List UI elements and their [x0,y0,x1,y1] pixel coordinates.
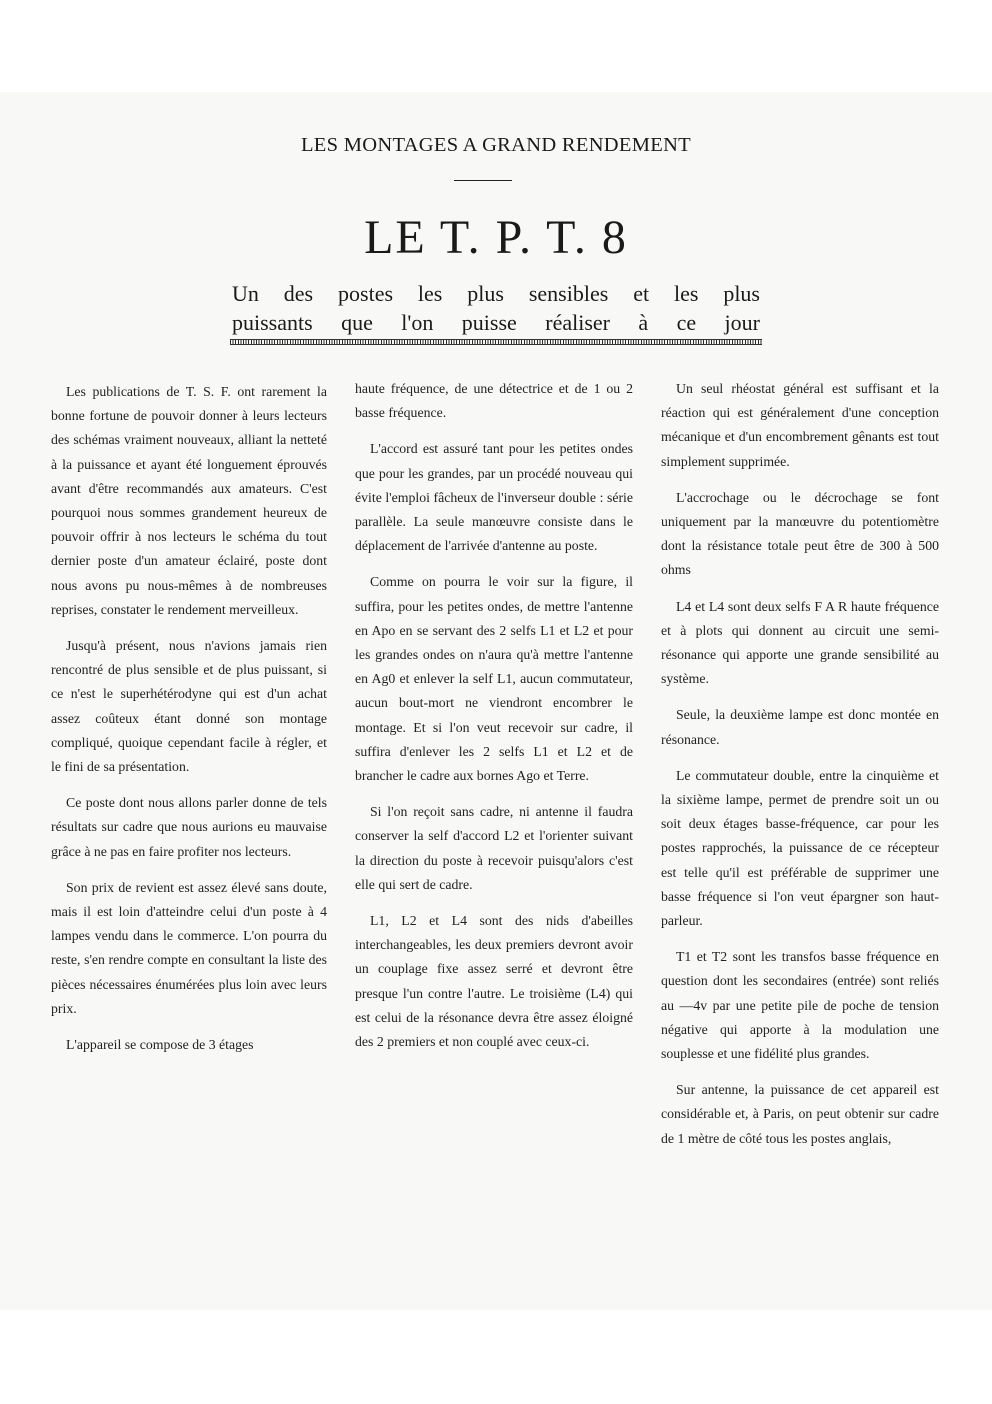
paragraph: L4 et L4 sont deux selfs F A R haute fréquence et à plots qui donnent au circuit une semi-résonance qui apporte une grande sensibilité au système. [661,598,939,687]
paragraph: Un seul rhéostat général est suffisant et la réaction qui est généralement d'une conception mécanique et d'un encombrement gênants est tout simplement supprimée. [661,381,939,469]
text-column-1 [51,380,327,1069]
paragraph: L1, L2 et L4 sont des nids d'abeilles interchangeables, les deux premiers devront avoir un couplage fixe assez serré et devront être presque l'un contre l'autre. Le troisième (L4) qui est celui de la résonance devra être assez éloigné des 2 premiers et non couplé avec ceux-ci. [355,913,633,1050]
subtitle-line-1: Un des postes les plus sensibles et les plus [232,281,760,306]
paragraph: L'accrochage ou le décrochage se font uniquement par la manœuvre du potentiomètre dont la résistance totale peut être de 300 à 500 ohms [661,489,939,578]
paragraph: Son prix de revient est assez élevé sans doute, mais il est loin d'atteindre celui d'un poste à 4 lampes vendu dans le commerce. L'on pourra du reste, s'en rendre compte en consultant la liste des pièces nécessaires énumérées plus loin avec leurs prix. [51,879,327,1016]
hatched-rule [230,339,762,345]
article-subtitle [232,279,760,337]
paragraph: Jusqu'à présent, nous n'avions jamais rien rencontré de plus sensible et de plus puissant, si ce n'est le superhétérodyne qui est d'un achat assez coûteux étant donné son montage compliqué, quoique cependant facile à régler, et le fini de sa présentation. [51,638,327,775]
paragraph: T1 et T2 sont les transfos basse fréquence en question dont les secondaires (entrée) sont reliés au —4v par une petite pile de poche de tension négative qui apporte à la modulation une souplesse et une fidélité plus grandes. [661,949,939,1062]
subtitle-line-2: puissants que l'on puisse réaliser à ce jour [232,310,760,335]
paragraph: haute fréquence, de une détectrice et de 1 ou 2 basse fréquence. [355,381,633,421]
title-divider [454,180,512,181]
paragraph: Seule, la deuxième lampe est donc montée en résonance. [661,707,939,747]
text-column-3 [661,377,939,1163]
paragraph: Comme on pourra le voir sur la figure, il suffira, pour les petites ondes, de mettre l'antenne en Apo en se servant des 2 selfs L1 et L2 et pour les grandes ondes on n'aura qu'à mettre l'antenne en Ag0 et enlever la self L1, aucun commutateur, aucun bout-mort ne viendront encombrer le montage. Et si l'on veut recevoir sur cadre, il suffira d'enlever les 2 selfs L1 et L2 et de brancher le cadre aux bornes Ago et Terre. [355,574,633,784]
paragraph: L'appareil se compose de 3 étages [66,1037,254,1053]
running-head: LES MONTAGES A GRAND RENDEMENT [300,134,692,156]
article-title: LE T. P. T. 8 [364,211,628,264]
paragraph: Ce poste dont nous allons parler donne de tels résultats sur cadre que nous aurions eu mauvaise grâce à ne pas en faire profiter nos lecteurs. [51,795,327,859]
paragraph: L'accord est assuré tant pour les petites ondes que pour les grandes, par un procédé nouveau qui évite l'emploi fâcheux de l'inverseur double : série parallèle. La seule manœuvre consiste dans le déplacement de l'arrivée d'antenne au poste. [355,441,633,554]
journal-page [0,92,992,1310]
text-column-2 [355,377,633,1066]
paragraph: Les publications de T. S. F. ont rarement la bonne fortune de pouvoir donner à leurs lecteurs des schémas vraiment nouveaux, alliant la netteté à la puissance et ayant été longuement éprouvés avant d'être recommandés aux amateurs. C'est pourquoi nous sommes grandement heureux de pouvoir offrir à nos lecteurs le schéma du tout dernier poste d'un amateur éclairé, poste dont nous avons pu nous-mêmes à de nombreuses reprises, constater le rendement merveilleux. [51,384,327,617]
paragraph: Si l'on reçoit sans cadre, ni antenne il faudra conserver la self d'accord L2 et l'orienter suivant la direction du poste à recevoir puisqu'alors c'est elle qui sert de cadre. [355,804,633,892]
paragraph: Sur antenne, la puissance de cet appareil est considérable et, à Paris, on peut obtenir sur cadre de 1 mètre de côté tous les postes anglais, [661,1082,939,1146]
paragraph: Le commutateur double, entre la cinquième et la sixième lampe, permet de prendre soit un ou soit deux étages basse-fréquence, car pour les postes rapprochés, la puissance de ce récepteur est telle qu'il est préférable de supprimer une basse fréquence si l'on veut épargner son haut-parleur. [661,767,939,929]
